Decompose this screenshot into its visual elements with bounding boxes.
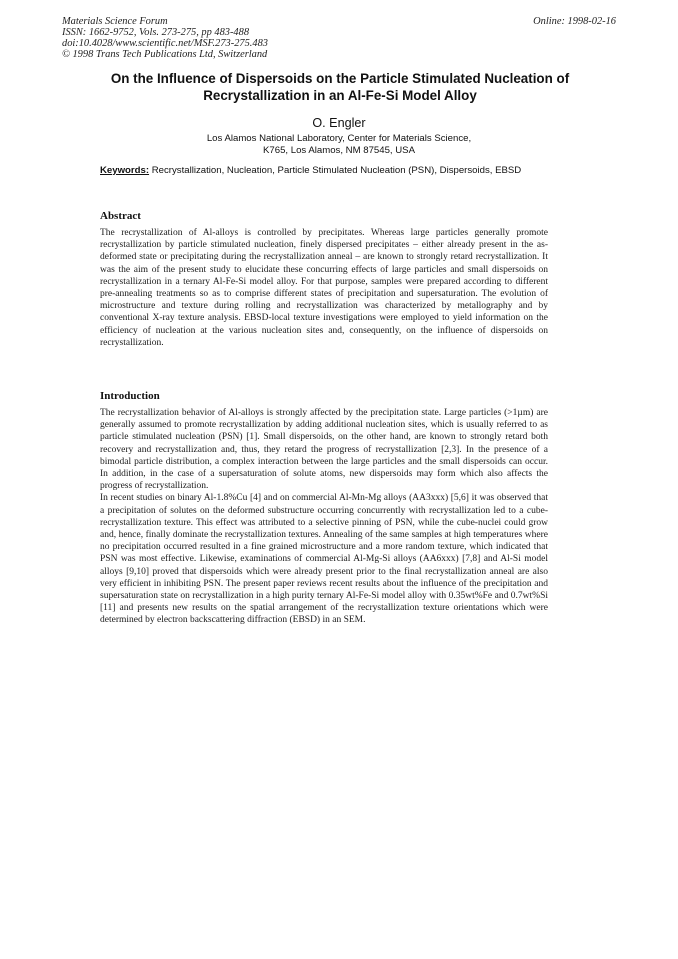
title-line-1: On the Influence of Dispersoids on the Particle Stimulated Nucleation of	[110, 71, 570, 86]
title-line-2: Recrystallization in an Al-Fe-Si Model Alloy	[203, 87, 477, 103]
introduction-paragraph-2: In recent studies on binary Al-1.8%Cu [4] and on commercial Al-Mn-Mg alloys (AA3xxx) [5,6] it was observed that a precipitation of solutes on the deformed substructure occurring concurrently with recrystallization led to a cube-recrystallization texture. This effect was attributed to a selective pinning of PSN, while the cube-nuclei could grow and, hence, finally dominate the recrystallization textures. Annealing of the same samples at high temperatures where no precipitation occurred resulted in a fine grained microstructure and a more random texture, which indicated that PSN was most effective. Likewise, examinations of commercial Al-Mg-Si alloys (AA6xxx) [7,8] and Al-Si model alloys [9,10] proved that dispersoids which were already present prior to the final recrystallization anneal are also very efficient in inhibiting PSN. The present paper reviews recent results about the influence of the precipitation and supersaturation state on recrystallization in a high purity ternary Al-Fe-Si model alloy with 0.35wt%Fe and 0.7wt%Si [11] and presents new results on the spatial arrangement of the recrystallization texture orientations which were determined by electron backscattering diffraction (EBSD) in an SEM.	[100, 493, 548, 626]
keywords	[100, 165, 548, 177]
doi-line: doi:10.4028/www.scientific.net/MSF.273-275.483	[62, 38, 268, 49]
affiliation-line-2: K765, Los Alamos, NM 87545, USA	[263, 145, 415, 156]
introduction-paragraph-1: The recrystallization behavior of Al-alloys is strongly affected by the precipitation state. Large particles (>1µm) are generally assumed to promote recrystallization by adding additional nucleation sites, which is usually referred to as particle stimulated nucleation (PSN) [1]. Small dispersoids, on the other hand, are known to strongly retard both recovery and recrystallization and, thus, they retard the progress of recrystallization [2,3]. In the presence of a bimodal particle distribution, a complex interaction between the large particles and the small dispersoids can occur. In addition, in the case of a supersaturation of solute atoms, new dispersoids may form which also affects the progress of recrystallization.	[100, 408, 548, 492]
online-date: Online: 1998-02-16	[533, 16, 616, 27]
paper-title	[80, 71, 600, 104]
introduction-text	[100, 407, 548, 627]
abstract-text	[100, 227, 548, 349]
journal-metadata	[62, 16, 268, 60]
keywords-list: Recrystallization, Nucleation, Particle Stimulated Nucleation (PSN), Dispersoids, EBSD	[151, 165, 522, 176]
introduction-heading: Introduction	[100, 390, 160, 402]
author: O. Engler	[312, 116, 366, 130]
keywords-label: Keywords:	[100, 165, 150, 176]
issn-line: ISSN: 1662-9752, Vols. 273-275, pp 483-488	[62, 27, 250, 38]
copyright-line: © 1998 Trans Tech Publications Ltd, Switzerland	[62, 49, 268, 60]
abstract-heading: Abstract	[100, 210, 141, 222]
affiliation-line-1: Los Alamos National Laboratory, Center for Materials Science,	[206, 133, 472, 144]
affiliation	[0, 133, 678, 157]
journal-name: Materials Science Forum	[62, 16, 168, 27]
abstract-paragraph: The recrystallization of Al-alloys is controlled by precipitates. Whereas large particles generally promote recrystallization by particle stimulated nucleation, finely dispersed precipitates – either already present in the as-deformed state or precipitating during the recrystallization anneal – are known to strongly retard recrystallization. It was the aim of the present study to elucidate these concurring effects of large particles and small dispersoids on recrystallization in a ternary Al-Fe-Si model alloy. For that purpose, samples were prepared according to different pre-annealing treatments so as to comprise different states of precipitation and supersaturation. The evolution of microstructure and texture during rolling and recrystallization was characterized by metallography and by conventional X-ray texture analysis. EBSD-local texture investigations were employed to yield information on the efficiency of nucleation at the various nucleation sites and, consequently, on the influence of dispersoids on recrystallization.	[100, 228, 548, 348]
